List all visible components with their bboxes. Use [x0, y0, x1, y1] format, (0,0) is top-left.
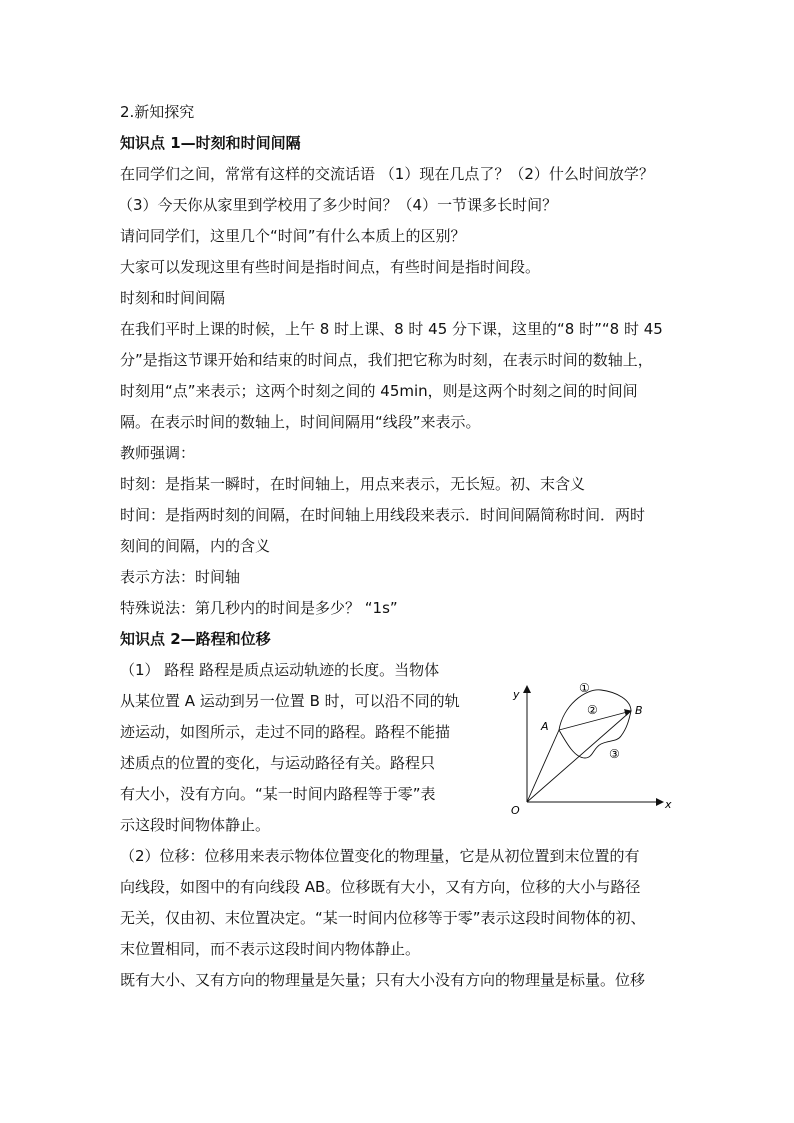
text-line: （1） 路程 路程是质点运动轨迹的长度。当物体 — [120, 661, 440, 679]
text-line: 请问同学们，这里几个“时间”有什么本质上的区别？ — [120, 227, 466, 245]
vector-oa — [527, 730, 559, 802]
text-line: 迹运动，如图所示，走过不同的路程。路程不能描 — [120, 723, 451, 741]
text-line: 无关，仅由初、末位置决定。“某一时间内位移等于零”表示这段时间物体的初、 — [120, 909, 646, 927]
text-line: 在同学们之间，常常有这样的交流话语 （1）现在几点了？（2）什么时间放学？ — [120, 165, 654, 183]
origin-label: O — [511, 804, 520, 817]
text-line: 有大小，没有方向。“某一时间内路程等于零”表 — [120, 785, 436, 803]
path-3-label: ③ — [609, 747, 620, 761]
kp1-title: 知识点 1—时刻和时间间隔 — [120, 134, 301, 152]
text-line: 时刻用“点”来表示；这两个时刻之间的 45min，则是这两个时刻之间的时间间 — [120, 382, 638, 400]
text-line: 刻间的间隔，内的含义 — [120, 537, 271, 555]
path-2-label: ② — [587, 703, 598, 717]
text-line: 既有大小、又有方向的物理量是矢量；只有大小没有方向的物理量是标量。位移 — [120, 971, 646, 989]
text-line: 在我们平时上课的时候，上午 8 时上课、8 时 45 分下课，这里的“8 时”“8 时 45 — [120, 320, 663, 338]
axis-x-label: x — [665, 798, 672, 811]
text-line: 示这段时间物体静止。 — [120, 816, 271, 834]
text-line: 述质点的位置的变化，与运动路径有关。路程只 — [120, 754, 436, 772]
axis-y-label: y — [513, 688, 520, 701]
text-line: 教师强调： — [120, 444, 196, 462]
subheading: 时刻和时间间隔 — [120, 289, 226, 307]
path-displacement-figure — [505, 678, 675, 818]
text-line: （3）今天你从家里到学校用了多少时间？（4）一节课多长时间？ — [118, 196, 558, 214]
text-line: 末位置相同，而不表示这段时间内物体静止。 — [120, 940, 421, 958]
section-heading: 2.新知探究 — [120, 103, 195, 121]
path-3-curve — [559, 711, 631, 758]
point-a-label: A — [541, 720, 549, 733]
kp2-title: 知识点 2—路程和位移 — [120, 630, 271, 648]
text-line: 特殊说法：第几秒内的时间是多少？ “1s” — [120, 599, 398, 617]
text-line: 时刻：是指某一瞬时，在时间轴上，用点来表示，无长短。初、末含义 — [120, 475, 586, 493]
text-line: 表示方法：时间轴 — [120, 568, 241, 586]
text-line: 向线段，如图中的有向线段 AB。位移既有大小，又有方向，位移的大小与路径 — [120, 878, 641, 896]
path-1-label: ① — [579, 681, 590, 695]
text-line: 大家可以发现这里有些时间是指时间点，有些时间是指时间段。 — [120, 258, 541, 276]
text-line: 从某位置 A 运动到另一位置 B 时，可以沿不同的轨 — [120, 692, 460, 710]
text-line: （2）位移：位移用来表示物体位置变化的物理量，它是从初位置到末位置的有 — [120, 847, 640, 865]
text-line: 时间：是指两时刻的间隔，在时间轴上用线段来表示．时间间隔简称时间．两时 — [120, 506, 646, 524]
text-line: 分”是指这节课开始和结束的时间点，我们把它称为时刻，在表示时间的数轴上， — [120, 351, 653, 369]
text-line: 隔。在表示时间的数轴上，时间间隔用“线段”来表示。 — [120, 413, 481, 431]
point-b-label: B — [635, 704, 643, 717]
